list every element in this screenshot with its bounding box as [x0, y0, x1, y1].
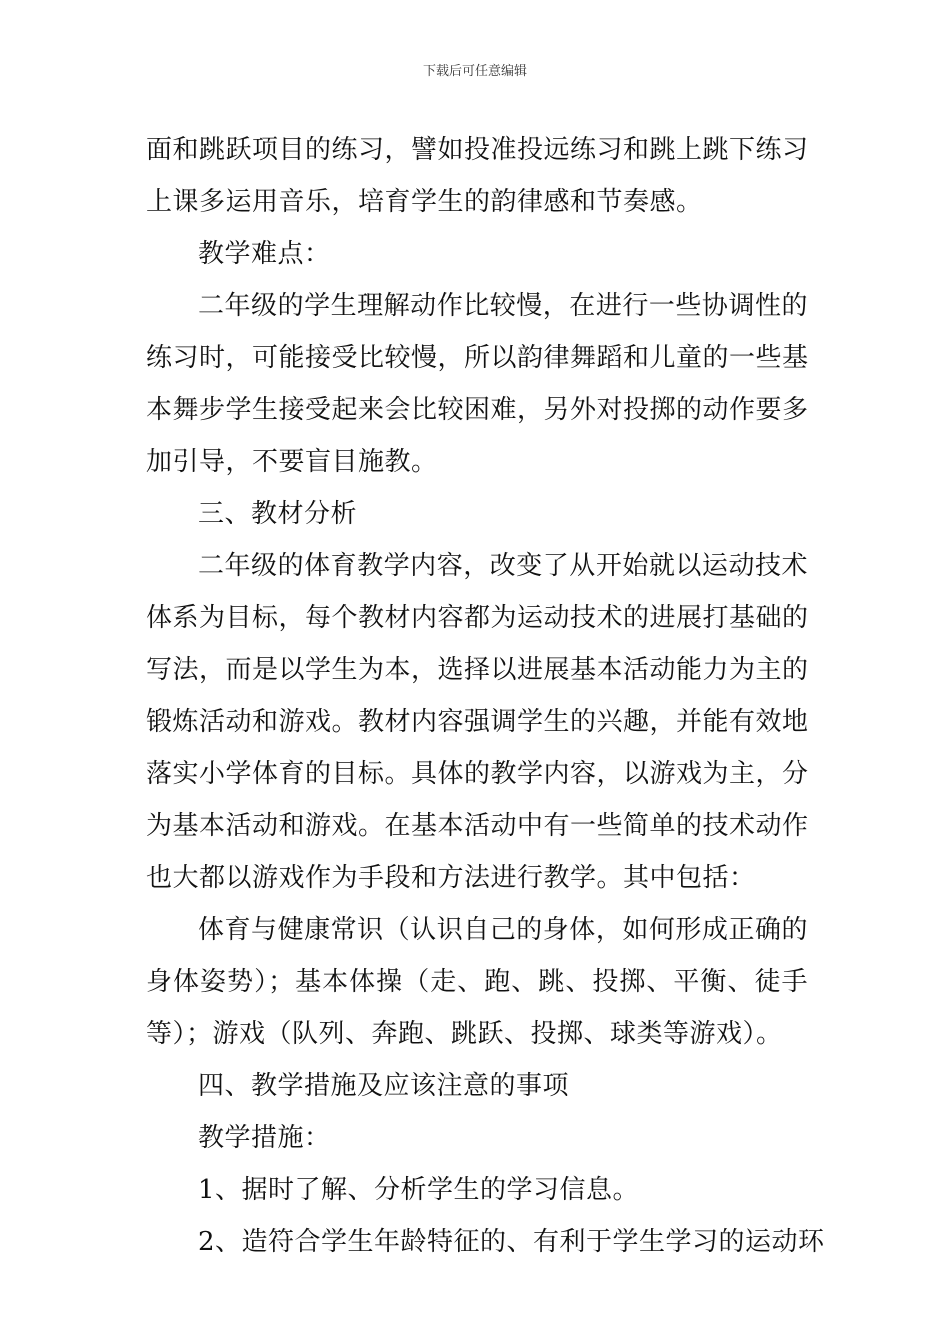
paragraph-line: 体系为目标，每个教材内容都为运动技术的进展打基础的 [146, 603, 809, 633]
paragraph-line: 锻炼活动和游戏。教材内容强调学生的兴趣，并能有效地 [146, 707, 809, 737]
document-body [146, 124, 825, 1268]
list-item: 1、据时了解、分析学生的学习信息。 [198, 1175, 640, 1205]
list-item: 2、造符合学生年龄特征的、有利于学生学习的运动环 [198, 1227, 825, 1257]
paragraph-line: 教学难点： [198, 239, 331, 269]
paragraph-line: 写法，而是以学生为本，选择以进展基本活动能力为主的 [146, 655, 809, 685]
paragraph-line: 为基本活动和游戏。在基本活动中有一些简单的技术动作 [146, 811, 809, 841]
paragraph-line: 本舞步学生接受起来会比较困难，另外对投掷的动作要多 [146, 395, 809, 425]
paragraph-line: 二年级的学生理解动作比较慢，在进行一些协调性的 [198, 291, 808, 321]
paragraph-line: 体育与健康常识（认识自己的身体，如何形成正确的 [198, 915, 808, 945]
paragraph-line: 也大都以游戏作为手段和方法进行教学。其中包括： [146, 863, 756, 893]
paragraph-line: 上课多运用音乐，培育学生的韵律感和节奏感。 [146, 187, 703, 217]
paragraph-line: 练习时，可能接受比较慢，所以韵律舞蹈和儿童的一些基 [146, 343, 809, 373]
paragraph-line: 身体姿势）；基本体操（走、跑、跳、投掷、平衡、徒手 [146, 967, 808, 997]
paragraph-line: 落实小学体育的目标。具体的教学内容，以游戏为主，分 [146, 759, 809, 789]
section-heading: 三、教材分析 [198, 499, 358, 529]
paragraph-line: 加引导，不要盲目施教。 [146, 447, 438, 477]
paragraph-line: 面和跳跃项目的练习，譬如投准投远练习和跳上跳下练习 [146, 135, 809, 165]
section-heading: 四、教学措施及应该注意的事项 [198, 1071, 570, 1101]
paragraph-line: 教学措施： [198, 1123, 331, 1153]
paragraph-line: 二年级的体育教学内容，改变了从开始就以运动技术 [198, 551, 808, 581]
page-header: 下载后可任意编辑 [422, 64, 527, 79]
paragraph-line: 等）；游戏（队列、奔跑、跳跃、投掷、球类等游戏）。 [146, 1019, 783, 1049]
